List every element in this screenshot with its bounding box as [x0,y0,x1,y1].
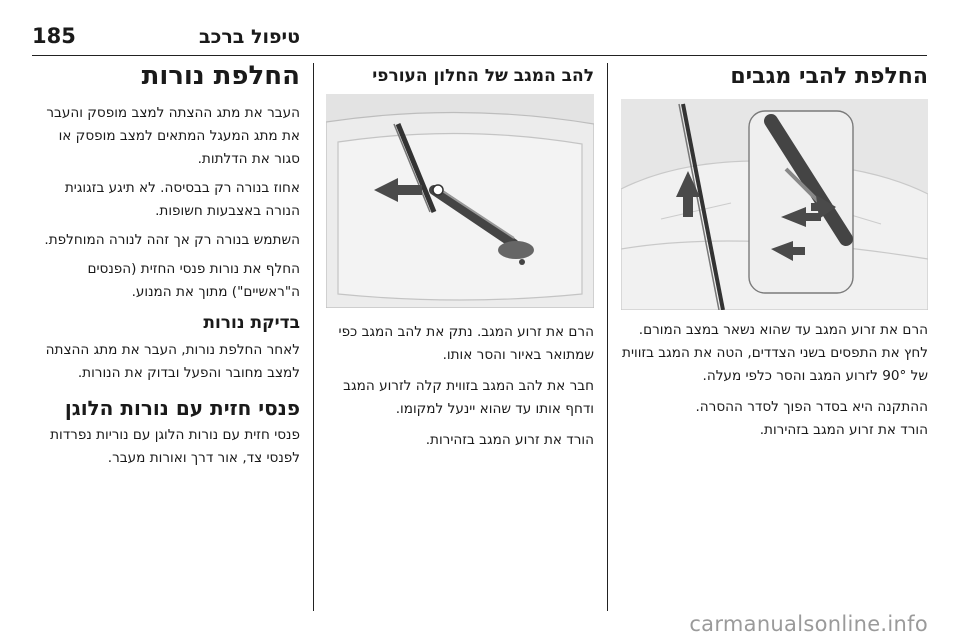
subsection-heading: בדיקת נורות [203,312,300,333]
paragraph: הורד את זרוע המגב בזהירות. [759,422,928,438]
paragraph: הורד את זרוע המגב בזהירות. [425,432,594,448]
watermark: carmanualsonline.info [689,612,928,636]
column-divider-left [313,63,314,611]
column-rear-wiper [326,67,594,87]
paragraph: השתמש בנורה רק אך זהה לנורה המוחלפת. [44,231,300,248]
paragraph: הרם את זרוע המגב. נתק את להב המגב כפי שמתואר באיור והסר אותו. [338,324,594,363]
paragraph: לאחר החלפת נורות, העבר את מתג ההצתה למצב מחובר והפעל ובדוק את הנורות. [45,342,300,382]
paragraph: הרם את זרוע המגב עד שהוא נשאר במצב המורם. לחץ את התפסים בשני הצדדים, הטה את המגב בזווית של 90° לזרוע המגב והסר כלפי מעלה. [622,322,928,384]
wiper-blade-text [620,319,928,442]
column-divider-right [607,63,608,611]
paragraph: העבר את מתג ההצתה למצב מופסק והעבר את מתג המעגל המתאים למצב מופסק או סגור את הדלתות. [46,104,300,167]
rear-wiper-illustration [326,94,594,308]
column-wiper-blades [620,64,928,89]
section-heading: להב המגב של החלון העורפי [372,66,594,86]
paragraph: חבר את להב המגב בזווית קלה לזרוע המגב ודחף אותו עד שהוא יינעל למקומו. [343,378,594,417]
paragraph: אחוז בנורה רק בבסיסה. לא תיגע בזגוגית הנורה באצבעות חשופות. [64,179,300,219]
header-divider [32,55,927,56]
wiper-blade-illustration [621,99,928,310]
paragraph: פנסי חזית עם נורות הלוגן עם נוריות נפרדות לפנסי צד, אור דרך ואורות מעבר. [50,427,300,467]
rear-wiper-text [326,321,594,452]
page-number: 185 [32,24,76,48]
page-header-title: טיפול ברכב [198,26,300,48]
paragraph: ההתקנה היא בסדר הפוך לסדר ההסרה. [695,399,928,415]
subsection-heading: פנסי חזית עם נורות הלוגן [64,396,300,421]
paragraph: החלף את נורות פנסי החזית (הפנסים ה"ראשיים") מתוך את המנוע. [87,260,300,300]
section-heading: החלפת נורות [141,61,300,91]
section-heading: החלפת להבי מגבים [730,64,928,89]
column-bulb-replacement [32,62,300,470]
